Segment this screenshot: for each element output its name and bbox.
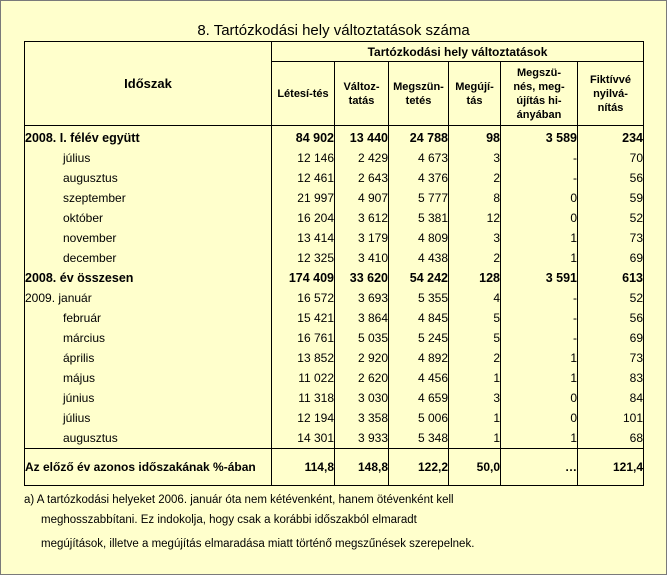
table-cell: - bbox=[501, 148, 578, 168]
table-cell: 3 179 bbox=[335, 228, 389, 248]
row-label-text: március bbox=[63, 331, 106, 345]
table-cell: 1 bbox=[501, 368, 578, 388]
table-cell: 59 bbox=[578, 188, 644, 208]
row-label-text: június bbox=[63, 391, 95, 405]
row-label bbox=[25, 168, 272, 188]
table-cell: 0 bbox=[501, 408, 578, 428]
table-cell: 4 456 bbox=[389, 368, 449, 388]
table-cell: - bbox=[501, 168, 578, 188]
row-label-text: augusztus bbox=[63, 431, 118, 445]
row-label-text: február bbox=[63, 311, 102, 325]
row-label bbox=[25, 408, 272, 428]
table-cell: 12 194 bbox=[272, 408, 335, 428]
table-cell: 52 bbox=[578, 288, 644, 308]
col-header-megujitas: Megújí- tás bbox=[449, 62, 501, 126]
table-cell: 128 bbox=[449, 268, 501, 288]
table-cell: 613 bbox=[578, 268, 644, 288]
table-cell: 3 591 bbox=[501, 268, 578, 288]
table-cell: 68 bbox=[578, 428, 644, 449]
table-cell: 16 761 bbox=[272, 328, 335, 348]
period-header: Időszak bbox=[25, 42, 272, 126]
row-label bbox=[25, 208, 272, 228]
table-cell: 4 845 bbox=[389, 308, 449, 328]
table-row bbox=[25, 228, 644, 248]
table-cell: 73 bbox=[578, 348, 644, 368]
table-cell: 4 809 bbox=[389, 228, 449, 248]
row-label-text: 2008. év összesen bbox=[25, 271, 134, 285]
table-cell: 52 bbox=[578, 208, 644, 228]
row-label bbox=[25, 248, 272, 268]
table-cell: 4 907 bbox=[335, 188, 389, 208]
row-label bbox=[25, 228, 272, 248]
footnote-line-2: meghosszabbítani. Ez indokolja, hogy csak a korábbi időszakból elmaradt bbox=[41, 514, 417, 526]
table-row bbox=[25, 388, 644, 408]
table-cell: 16 204 bbox=[272, 208, 335, 228]
table-body bbox=[25, 126, 644, 486]
table-cell: 13 852 bbox=[272, 348, 335, 368]
table-cell: 4 438 bbox=[389, 248, 449, 268]
footnote bbox=[24, 490, 639, 554]
percentage-cell: 122,2 bbox=[389, 449, 449, 486]
table-cell: 4 bbox=[449, 288, 501, 308]
table-cell: 3 bbox=[449, 228, 501, 248]
table-cell: 4 673 bbox=[389, 148, 449, 168]
table-cell: 84 902 bbox=[272, 126, 335, 149]
table-cell: 12 bbox=[449, 208, 501, 228]
table-cell: 1 bbox=[449, 428, 501, 449]
row-label bbox=[25, 268, 272, 288]
table-cell: - bbox=[501, 308, 578, 328]
row-label-text: 2008. I. félév együtt bbox=[25, 131, 140, 145]
row-label-text: december bbox=[63, 251, 117, 265]
table-cell: 69 bbox=[578, 248, 644, 268]
row-label bbox=[25, 126, 272, 149]
table-cell: 0 bbox=[501, 188, 578, 208]
table-cell: 2 bbox=[449, 248, 501, 268]
percentage-cell: 121,4 bbox=[578, 449, 644, 486]
table-cell: 2 429 bbox=[335, 148, 389, 168]
table-cell: - bbox=[501, 288, 578, 308]
table-cell: 3 612 bbox=[335, 208, 389, 228]
table-cell: 12 146 bbox=[272, 148, 335, 168]
table-cell: 69 bbox=[578, 328, 644, 348]
table-cell: 5 bbox=[449, 328, 501, 348]
table-cell: 73 bbox=[578, 228, 644, 248]
group-header: Tartózkodási hely változtatások bbox=[272, 42, 644, 62]
percentage-cell: 114,8 bbox=[272, 449, 335, 486]
table-cell: - bbox=[501, 328, 578, 348]
table-cell: 3 693 bbox=[335, 288, 389, 308]
row-label-text: július bbox=[63, 151, 91, 165]
percentage-cell: … bbox=[501, 449, 578, 486]
footnote-line-3: megújítások, illetve a megújítás elmaradása miatt történő megszűnések szerepelnek. bbox=[41, 538, 475, 550]
table-cell: 3 933 bbox=[335, 428, 389, 449]
table-cell: 13 440 bbox=[335, 126, 389, 149]
table-cell: 2 620 bbox=[335, 368, 389, 388]
percentage-cell: 148,8 bbox=[335, 449, 389, 486]
table-cell: 24 788 bbox=[389, 126, 449, 149]
row-label-text: május bbox=[63, 371, 96, 385]
table-cell: 3 864 bbox=[335, 308, 389, 328]
table-cell: 1 bbox=[501, 348, 578, 368]
table-cell: 5 006 bbox=[389, 408, 449, 428]
percentage-row bbox=[25, 449, 644, 486]
col-header-fiktiv: Fiktívvé nyilvá- nítás bbox=[578, 62, 644, 126]
table-cell: 5 348 bbox=[389, 428, 449, 449]
table-cell: 16 572 bbox=[272, 288, 335, 308]
table-cell: 8 bbox=[449, 188, 501, 208]
table-title: 8. Tartózkodási hely változtatások száma bbox=[197, 22, 470, 39]
table-cell: 33 620 bbox=[335, 268, 389, 288]
table-cell: 4 376 bbox=[389, 168, 449, 188]
table-cell: 5 355 bbox=[389, 288, 449, 308]
table-row bbox=[25, 328, 644, 348]
table-cell: 2 643 bbox=[335, 168, 389, 188]
table-row bbox=[25, 148, 644, 168]
table-cell: 1 bbox=[501, 428, 578, 449]
table-cell: 0 bbox=[501, 208, 578, 228]
row-label bbox=[25, 288, 272, 308]
row-label bbox=[25, 388, 272, 408]
row-label-text: július bbox=[63, 411, 91, 425]
row-label bbox=[25, 328, 272, 348]
data-table bbox=[24, 41, 644, 486]
row-label-text: április bbox=[63, 351, 95, 365]
table-cell: 56 bbox=[578, 168, 644, 188]
footnote-line-1: a) A tartózkodási helyeket 2006. január óta nem kétévenként, hanem ötévenként kell bbox=[24, 494, 454, 506]
table-cell: 54 242 bbox=[389, 268, 449, 288]
table-cell: 5 777 bbox=[389, 188, 449, 208]
table-cell: 4 892 bbox=[389, 348, 449, 368]
table-cell: 234 bbox=[578, 126, 644, 149]
percentage-cell: 50,0 bbox=[449, 449, 501, 486]
table-cell: 174 409 bbox=[272, 268, 335, 288]
table-row bbox=[25, 348, 644, 368]
col-header-megszunes: Megszü- nés, meg- újítás hi- ányában bbox=[501, 62, 578, 126]
table-cell: 5 245 bbox=[389, 328, 449, 348]
table-cell: 21 997 bbox=[272, 188, 335, 208]
table-row bbox=[25, 126, 644, 149]
table-cell: 3 bbox=[449, 388, 501, 408]
table-cell: 101 bbox=[578, 408, 644, 428]
table-cell: 11 318 bbox=[272, 388, 335, 408]
table-row bbox=[25, 288, 644, 308]
table-cell: 3 030 bbox=[335, 388, 389, 408]
table-cell: 3 358 bbox=[335, 408, 389, 428]
row-label bbox=[25, 428, 272, 449]
table-cell: 11 022 bbox=[272, 368, 335, 388]
row-label bbox=[25, 368, 272, 388]
table-row bbox=[25, 208, 644, 228]
table-cell: 0 bbox=[501, 388, 578, 408]
table-row bbox=[25, 188, 644, 208]
table-cell: 1 bbox=[449, 408, 501, 428]
table-cell: 3 589 bbox=[501, 126, 578, 149]
table-cell: 3 410 bbox=[335, 248, 389, 268]
table-cell: 83 bbox=[578, 368, 644, 388]
table-row bbox=[25, 248, 644, 268]
table-cell: 1 bbox=[449, 368, 501, 388]
table-cell: 4 659 bbox=[389, 388, 449, 408]
table-cell: 1 bbox=[501, 228, 578, 248]
table-row bbox=[25, 168, 644, 188]
col-header-valtoztatas: Változ- tatás bbox=[335, 62, 389, 126]
row-label-text: november bbox=[63, 231, 117, 245]
table-row bbox=[25, 428, 644, 449]
percentage-row-label: Az előző év azonos időszakának %-ában bbox=[25, 449, 272, 486]
table-cell: 14 301 bbox=[272, 428, 335, 449]
row-label bbox=[25, 188, 272, 208]
table-cell: 13 414 bbox=[272, 228, 335, 248]
table-cell: 2 bbox=[449, 168, 501, 188]
table-row bbox=[25, 308, 644, 328]
table-row bbox=[25, 268, 644, 288]
row-label-text: augusztus bbox=[63, 171, 118, 185]
table-cell: 84 bbox=[578, 388, 644, 408]
row-label bbox=[25, 348, 272, 368]
table-cell: 56 bbox=[578, 308, 644, 328]
table-cell: 98 bbox=[449, 126, 501, 149]
table-cell: 70 bbox=[578, 148, 644, 168]
table-cell: 5 bbox=[449, 308, 501, 328]
table-row bbox=[25, 368, 644, 388]
table-row bbox=[25, 408, 644, 428]
table-cell: 5 381 bbox=[389, 208, 449, 228]
table-cell: 2 bbox=[449, 348, 501, 368]
table-cell: 12 461 bbox=[272, 168, 335, 188]
table-cell: 2 920 bbox=[335, 348, 389, 368]
table-cell: 15 421 bbox=[272, 308, 335, 328]
row-label-text: október bbox=[63, 211, 104, 225]
row-label-text: 2009. január bbox=[25, 291, 92, 305]
col-header-megszuntetes: Megszün- tetés bbox=[389, 62, 449, 126]
row-label-text: szeptember bbox=[63, 191, 126, 205]
table-cell: 3 bbox=[449, 148, 501, 168]
row-label bbox=[25, 148, 272, 168]
table-cell: 5 035 bbox=[335, 328, 389, 348]
table-cell: 1 bbox=[501, 248, 578, 268]
row-label bbox=[25, 308, 272, 328]
col-header-letesites: Létesí-tés bbox=[272, 62, 335, 126]
table-cell: 12 325 bbox=[272, 248, 335, 268]
